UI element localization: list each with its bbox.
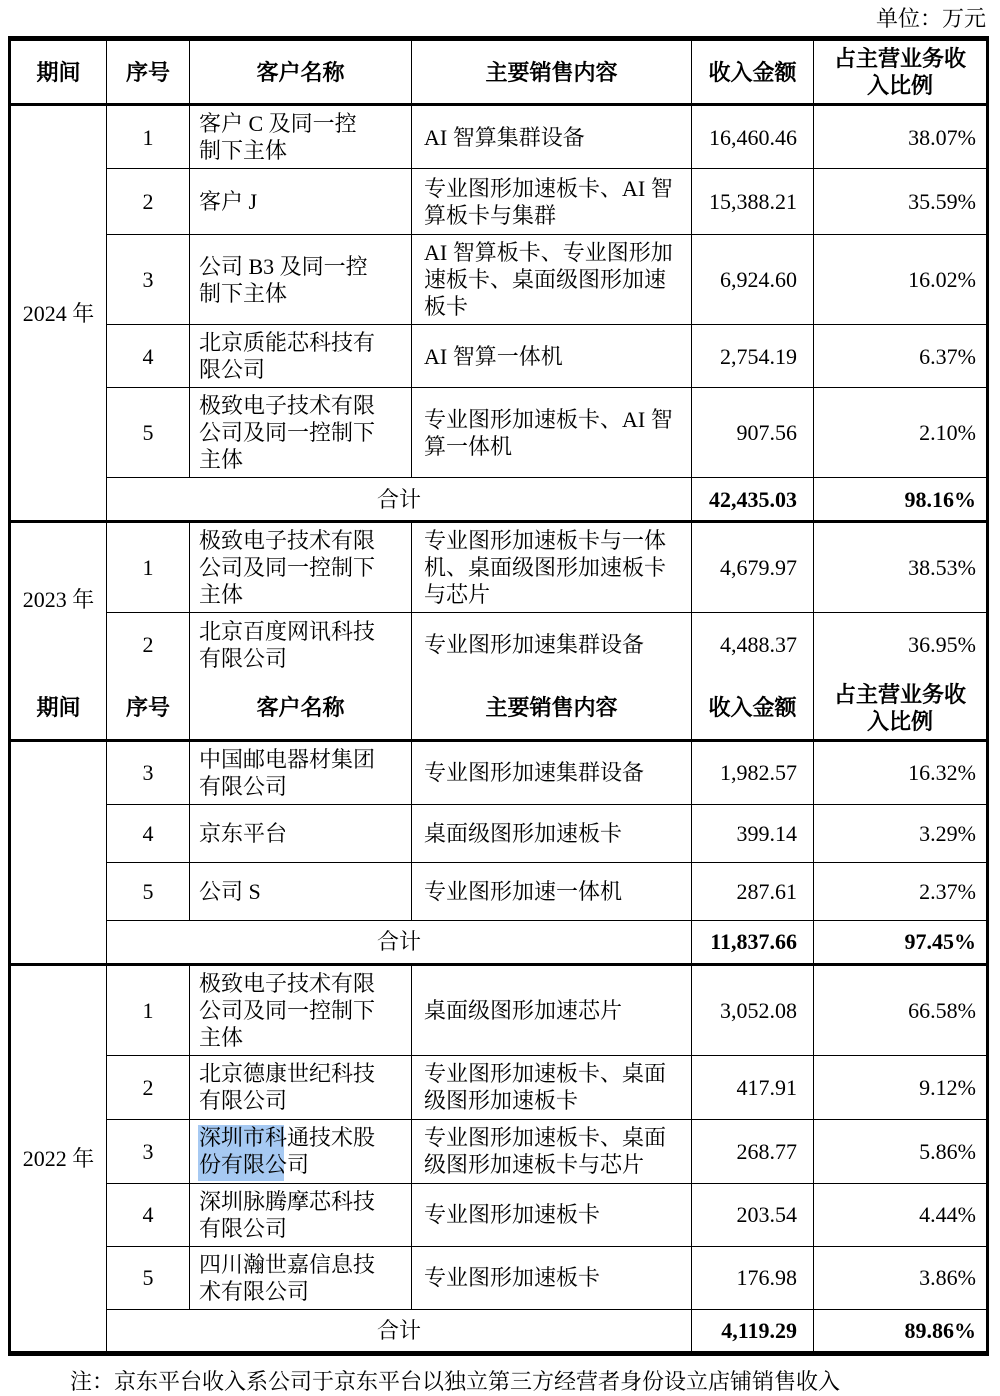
table-row [10,1246,988,1309]
sales-content-cell: 桌面级图形加速芯片 [412,964,692,1055]
total-label: 合计 [107,1309,692,1353]
customer-name-cell: 极致电子技术有限公司及同一控制下主体 [190,388,412,478]
sales-content-cell: 专业图形加速板卡、桌面级图形加速板卡与芯片 [412,1119,692,1183]
table-row [10,522,988,613]
header-period: 期间 [10,39,107,105]
amount-cell: 15,388.21 [692,169,814,235]
table-row [10,1119,988,1183]
amount-cell: 6,924.60 [692,235,814,325]
total-amount-cell: 42,435.03 [692,478,814,522]
customer-name-cell: 北京德康世纪科技有限公司 [190,1055,412,1119]
total-row-2024 [10,478,988,522]
ratio-cell: 36.95% [814,613,988,677]
top-customers-table [8,36,989,1356]
period-cell-2023: 2023 年 [10,522,107,677]
table-row [10,964,988,1055]
table-row [10,740,988,804]
table-row [10,105,988,169]
ratio-cell: 6.37% [814,325,988,388]
table-header-row [10,39,988,105]
index-cell: 2 [107,613,190,677]
header-customer: 客户名称 [190,39,412,105]
amount-cell: 4,679.97 [692,522,814,613]
header-ratio: 占主营业务收入比例 [814,677,988,741]
amount-cell: 3,052.08 [692,964,814,1055]
index-cell: 1 [107,105,190,169]
table-row [10,1055,988,1119]
amount-cell: 268.77 [692,1119,814,1183]
header-customer: 客户名称 [190,677,412,741]
customer-name-cell: 极致电子技术有限公司及同一控制下主体 [190,522,412,613]
sales-content-cell: 专业图形加速板卡 [412,1183,692,1246]
document-page [0,6,1000,1394]
sales-content-cell: 专业图形加速板卡、AI 智算一体机 [412,388,692,478]
customer-name-cell: 京东平台 [190,804,412,862]
total-label: 合计 [107,920,692,964]
index-cell: 4 [107,804,190,862]
total-ratio-cell: 98.16% [814,478,988,522]
customer-name-cell: 公司 B3 及同一控制下主体 [190,235,412,325]
header-amount: 收入金额 [692,39,814,105]
header-amount: 收入金额 [692,677,814,741]
table-row [10,235,988,325]
ratio-cell: 9.12% [814,1055,988,1119]
header-content: 主要销售内容 [412,677,692,741]
ratio-cell: 16.32% [814,740,988,804]
header-ratio: 占主营业务收入比例 [814,39,988,105]
ratio-cell: 38.07% [814,105,988,169]
index-cell: 3 [107,740,190,804]
index-cell: 5 [107,1246,190,1309]
sales-content-cell: AI 智算集群设备 [412,105,692,169]
amount-cell: 1,982.57 [692,740,814,804]
index-cell: 4 [107,325,190,388]
total-row-2022 [10,1309,988,1353]
ratio-cell: 16.02% [814,235,988,325]
ratio-cell: 4.44% [814,1183,988,1246]
index-cell: 2 [107,169,190,235]
customer-name-cell: 北京百度网讯科技有限公司 [190,613,412,677]
table-row [10,613,988,677]
index-cell: 3 [107,1119,190,1183]
customer-name-cell: 公司 S [190,862,412,920]
ratio-cell: 2.37% [814,862,988,920]
sales-content-cell: 专业图形加速集群设备 [412,613,692,677]
period-cell-2024: 2024 年 [10,105,107,522]
amount-cell: 417.91 [692,1055,814,1119]
amount-cell: 203.54 [692,1183,814,1246]
index-cell: 3 [107,235,190,325]
amount-cell: 2,754.19 [692,325,814,388]
amount-cell: 16,460.46 [692,105,814,169]
ratio-cell: 5.86% [814,1119,988,1183]
ratio-cell: 66.58% [814,964,988,1055]
amount-cell: 399.14 [692,804,814,862]
ratio-cell: 3.86% [814,1246,988,1309]
customer-name-cell: 四川瀚世嘉信息技术有限公司 [190,1246,412,1309]
customer-name-cell: 客户 C 及同一控制下主体 [190,105,412,169]
total-ratio-cell: 89.86% [814,1309,988,1353]
sales-content-cell: AI 智算板卡、专业图形加速板卡、桌面级图形加速板卡 [412,235,692,325]
period-cell-empty [10,740,107,964]
customer-name-cell: 中国邮电器材集团有限公司 [190,740,412,804]
sales-content-cell: AI 智算一体机 [412,325,692,388]
table-row [10,388,988,478]
table-row [10,862,988,920]
amount-cell: 907.56 [692,388,814,478]
unit-label: 单位：万元 [875,6,986,31]
header-period: 期间 [10,677,107,741]
index-cell: 1 [107,964,190,1055]
header-index: 序号 [107,39,190,105]
sales-content-cell: 专业图形加速一体机 [412,862,692,920]
header-content: 主要销售内容 [412,39,692,105]
table-row [10,169,988,235]
sales-content-cell: 专业图形加速集群设备 [412,740,692,804]
customer-name-text: 深圳市科通技术股份有限公司 [199,1125,376,1177]
amount-cell: 176.98 [692,1246,814,1309]
table-row [10,325,988,388]
ratio-cell: 35.59% [814,169,988,235]
index-cell: 2 [107,1055,190,1119]
ratio-cell: 3.29% [814,804,988,862]
total-label: 合计 [107,478,692,522]
repeated-header-row [10,677,988,741]
index-cell: 1 [107,522,190,613]
period-cell-2022: 2022 年 [10,964,107,1353]
index-cell: 5 [107,862,190,920]
total-amount-cell: 11,837.66 [692,920,814,964]
sales-content-cell: 专业图形加速板卡与一体机、桌面级图形加速板卡与芯片 [412,522,692,613]
amount-cell: 287.61 [692,862,814,920]
ratio-cell: 38.53% [814,522,988,613]
customer-name-cell: 深圳脉腾摩芯科技有限公司 [190,1183,412,1246]
sales-content-cell: 专业图形加速板卡、桌面级图形加速板卡 [412,1055,692,1119]
table-row [10,1183,988,1246]
table-row [10,804,988,862]
total-row-2023 [10,920,988,964]
index-cell: 4 [107,1183,190,1246]
total-ratio-cell: 97.45% [814,920,988,964]
header-index: 序号 [107,677,190,741]
index-cell: 5 [107,388,190,478]
customer-name-cell: 客户 J [190,169,412,235]
ratio-cell: 2.10% [814,388,988,478]
sales-content-cell: 专业图形加速板卡 [412,1246,692,1309]
total-amount-cell: 4,119.29 [692,1309,814,1353]
amount-cell: 4,488.37 [692,613,814,677]
customer-name-cell: 北京质能芯科技有限公司 [190,325,412,388]
customer-name-cell [190,1119,412,1183]
footnote: 注：京东平台收入系公司于京东平台以独立第三方经营者身份设立店铺销售收入 [70,1368,841,1394]
sales-content-cell: 专业图形加速板卡、AI 智算板卡与集群 [412,169,692,235]
sales-content-cell: 桌面级图形加速板卡 [412,804,692,862]
customer-name-cell: 极致电子技术有限公司及同一控制下主体 [190,964,412,1055]
